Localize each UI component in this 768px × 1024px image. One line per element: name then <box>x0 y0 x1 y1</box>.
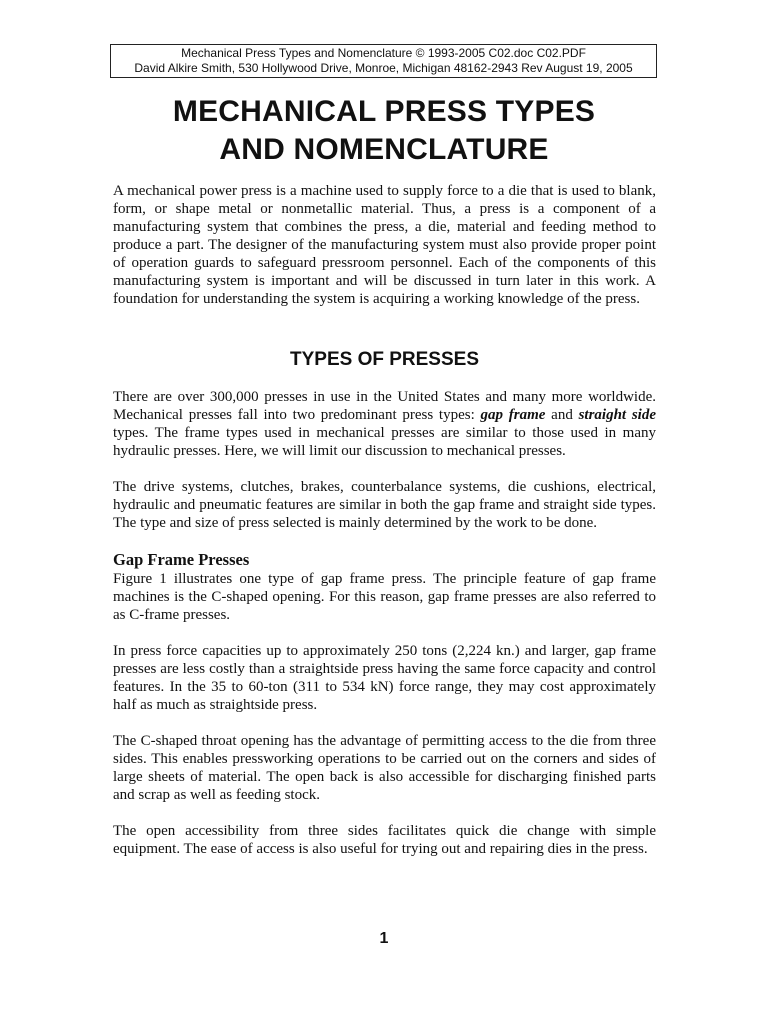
title-line-2: AND NOMENCLATURE <box>219 133 549 166</box>
types-p1-start: There are over 300,000 presses in use in the United States and many more worldwide. Mechanical presses fall into two predominant press types: <box>113 389 656 423</box>
types-p1-and: and <box>545 407 579 423</box>
document-body <box>113 182 656 876</box>
subheading-gap-frame: Gap Frame Presses <box>113 550 250 569</box>
types-paragraph-2: The drive systems, clutches, brakes, counterbalance systems, die cushions, electrical, hydraulic and pneumatic features are similar in both the gap frame and straight side types. The type and size of press selected is mainly determined by the work to be done. <box>113 479 656 531</box>
intro-paragraph: A mechanical power press is a machine used to supply force to a die that is used to blank, form, or shape metal or nonmetallic material. Thus, a press is a component of a manufacturing system that combines the press, a die, material and feeding method to produce a part. The designer of the manufacturing system must also provide proper point of operation guards to safeguard pressroom personnel. Each of the components of this manufacturing system is important and will be discussed in turn later in this work. A foundation for understanding the system is acquiring a working knowledge of the press. <box>113 183 656 307</box>
term-gap-frame: gap frame <box>480 407 546 423</box>
page-title <box>0 93 768 169</box>
term-straight-side: straight side <box>578 407 656 423</box>
types-paragraph-1 <box>113 388 656 460</box>
gap-frame-paragraph-3: The C-shaped throat opening has the advantage of permitting access to the die from three sides. This enables pressworking operations to be carried out on the corners and sides of large sheets of material. The open back is also accessible for discharging finished parts and scrap as well as feeding stock. <box>113 733 656 803</box>
title-line-1: MECHANICAL PRESS TYPES <box>172 95 596 128</box>
document-header <box>110 44 657 78</box>
header-line-1: Mechanical Press Types and Nomenclature © 1993-2005 C02.doc C02.PDF <box>181 46 586 60</box>
section-heading-types: TYPES OF PRESSES <box>290 349 479 370</box>
header-line-2: David Alkire Smith, 530 Hollywood Drive, Monroe, Michigan 48162-2943 Rev August 19, 2005 <box>134 61 633 75</box>
page-number: 1 <box>379 930 389 947</box>
gap-frame-paragraph-2: In press force capacities up to approximately 250 tons (2,224 kn.) and larger, gap frame presses are less costly than a straightside press having the same force capacity and control features. In the 35 to 60-ton (311 to 534 kN) force range, they may cost approximately half as much as straightside press. <box>113 643 656 713</box>
types-p1-end: types. The frame types used in mechanical presses are similar to those used in many hydraulic presses. Here, we will limit our discussion to mechanical presses. <box>113 425 656 459</box>
gap-frame-paragraph-4: The open accessibility from three sides facilitates quick die change with simple equipment. The ease of access is also useful for trying out and repairing dies in the press. <box>113 823 656 857</box>
gap-frame-paragraph-1: Figure 1 illustrates one type of gap frame press. The principle feature of gap frame machines is the C-shaped opening. For this reason, gap frame presses are also referred to as C-frame presses. <box>113 571 656 623</box>
